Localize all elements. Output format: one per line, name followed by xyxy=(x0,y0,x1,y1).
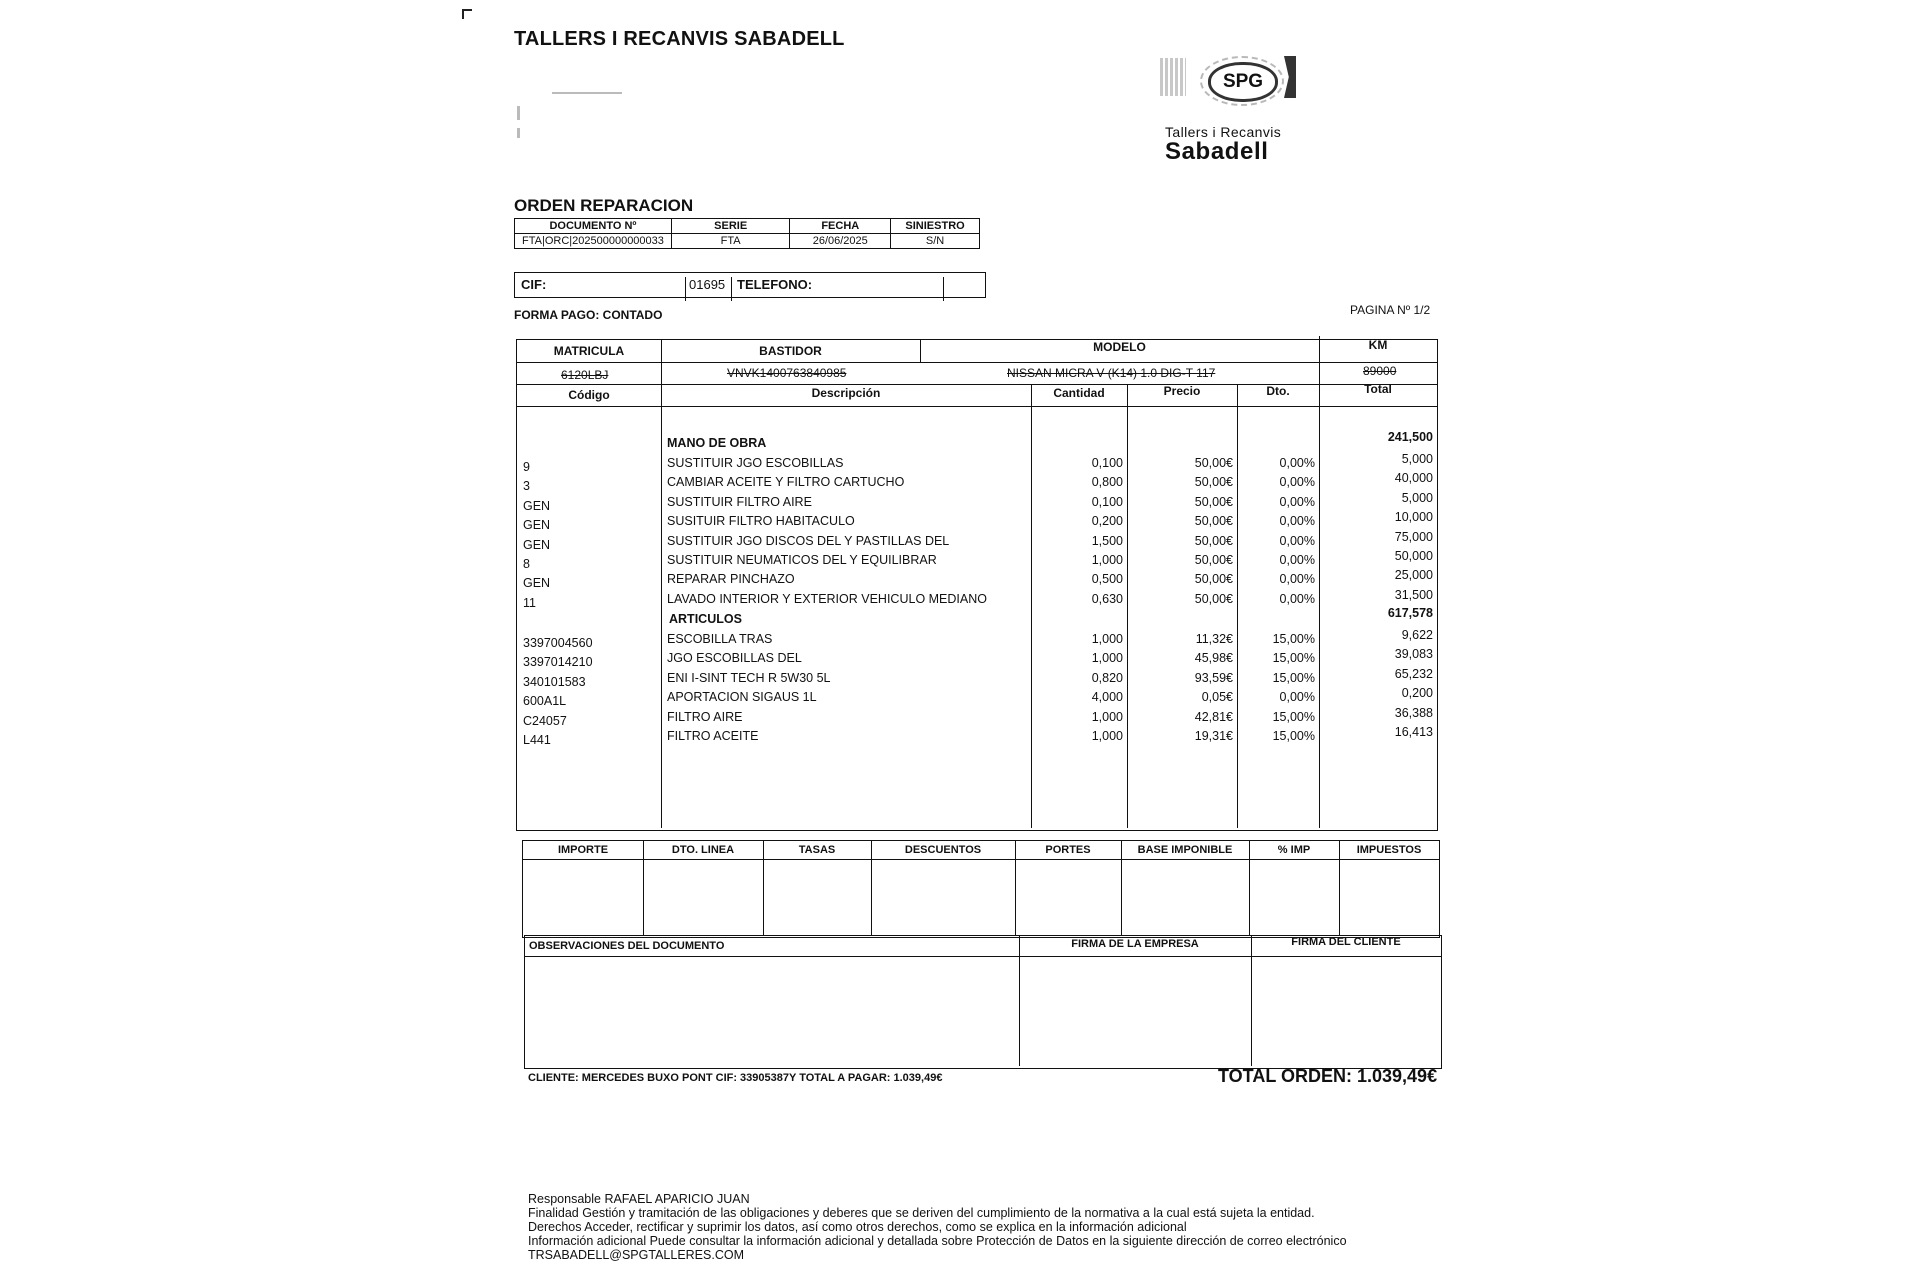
section-articulos: ARTICULOS xyxy=(669,612,742,626)
totals-header: DESCUENTOS xyxy=(904,844,982,856)
item-price: 50,00€ xyxy=(1194,514,1233,529)
section-articulos-total: 617,578 xyxy=(1387,606,1433,620)
item-description: SUSTITUIR JGO ESCOBILLAS xyxy=(667,456,844,470)
client-summary: CLIENTE: MERCEDES BUXO PONT CIF: 33905387Y TOTAL A PAGAR: 1.039,49€ xyxy=(528,1072,943,1084)
doc-header: FECHA xyxy=(790,219,891,234)
cif-divider xyxy=(685,277,686,301)
totals-header: TASAS xyxy=(798,844,836,856)
cif-divider xyxy=(731,277,732,301)
cif-value: 01695 xyxy=(689,277,726,292)
item-code: GEN xyxy=(523,518,551,533)
grid-line xyxy=(1121,841,1122,935)
totals-header: IMPORTE xyxy=(557,844,609,856)
item-quantity: 1,000 xyxy=(1091,553,1123,567)
totals-header: % IMP xyxy=(1277,844,1311,856)
cif-box xyxy=(514,272,986,298)
spg-logo xyxy=(1160,52,1310,165)
item-discount: 0,00% xyxy=(1279,533,1315,548)
logo-right-bar-icon xyxy=(1284,56,1296,98)
vehicle-header: MODELO xyxy=(1093,340,1146,354)
items-table xyxy=(516,339,1438,831)
item-code: GEN xyxy=(523,537,551,552)
item-quantity: 0,820 xyxy=(1091,670,1123,685)
item-total: 36,388 xyxy=(1394,705,1433,720)
item-description: SUSTITUIR FILTRO AIRE xyxy=(667,494,812,509)
section-mano-obra: MANO DE OBRA xyxy=(667,436,767,450)
item-description: LAVADO INTERIOR Y EXTERIOR VEHICULO MEDIANO xyxy=(667,591,987,606)
legal-line: Finalidad Gestión y tramitación de las obligaciones y deberes que se deriven del cumplimiento de la normativa a la cual está sujeta la entidad. xyxy=(528,1206,1315,1220)
grid-line xyxy=(643,841,644,935)
totals-header: IMPUESTOS xyxy=(1356,844,1422,856)
signature-table xyxy=(524,935,1442,1069)
item-total: 25,000 xyxy=(1394,568,1433,583)
item-code: C24057 xyxy=(523,713,567,728)
item-total: 9,622 xyxy=(1401,628,1433,642)
scan-corner-mark xyxy=(462,9,472,19)
item-description: JGO ESCOBILLAS DEL xyxy=(667,651,802,666)
doc-header: DOCUMENTO Nº xyxy=(515,219,672,234)
item-code: 600A1L xyxy=(523,694,567,709)
col-header-dto: Dto. xyxy=(1266,384,1290,398)
item-code: GEN xyxy=(523,498,551,513)
item-discount: 0,00% xyxy=(1279,475,1315,490)
item-description: SUSTITUIR NEUMATICOS DEL Y EQUILIBRAR xyxy=(667,553,937,567)
doc-value: FTA|ORC|202500000000033 xyxy=(515,234,672,249)
payment-method: FORMA PAGO: CONTADO xyxy=(514,308,663,322)
grid-line xyxy=(871,841,872,935)
item-total: 75,000 xyxy=(1394,529,1433,544)
item-discount: 15,00% xyxy=(1272,632,1315,646)
col-header-descripcion: Descripción xyxy=(811,386,881,400)
grid-line xyxy=(525,956,1441,957)
item-price: 50,00€ xyxy=(1194,533,1233,548)
document-info-table xyxy=(514,218,980,249)
item-total: 16,413 xyxy=(1394,725,1433,739)
grid-line xyxy=(1237,384,1238,828)
item-code: L441 xyxy=(523,733,551,747)
doc-value: S/N xyxy=(891,234,980,249)
item-discount: 15,00% xyxy=(1272,670,1315,685)
observaciones-label: OBSERVACIONES DEL DOCUMENTO xyxy=(529,940,725,952)
item-discount: 0,00% xyxy=(1279,494,1315,509)
item-price: 45,98€ xyxy=(1194,651,1233,666)
item-total: 40,000 xyxy=(1394,471,1433,486)
section-mano-obra-total: 241,500 xyxy=(1387,430,1433,444)
item-discount: 0,00% xyxy=(1279,572,1315,587)
vehicle-header: BASTIDOR xyxy=(759,344,822,358)
item-code: 340101583 xyxy=(523,674,586,689)
logo-title: Sabadell xyxy=(1165,138,1269,165)
doc-value: 26/06/2025 xyxy=(790,234,891,249)
item-code: 3 xyxy=(523,479,530,494)
logo-mark: SPG xyxy=(1208,62,1278,102)
doc-header: SERIE xyxy=(671,219,789,234)
totals-header: BASE IMPONIBLE xyxy=(1137,844,1233,856)
totals-table xyxy=(522,840,1440,938)
vehicle-value: 89000 xyxy=(1363,364,1397,378)
item-code: 11 xyxy=(523,595,536,610)
redacted-address-line xyxy=(552,92,622,94)
totals-header: DTO. LINEA xyxy=(671,844,735,856)
item-discount: 0,00% xyxy=(1279,514,1315,529)
item-code: GEN xyxy=(523,576,551,591)
item-total: 31,500 xyxy=(1394,587,1433,602)
grid-line xyxy=(1249,841,1250,935)
item-quantity: 1,500 xyxy=(1091,533,1123,548)
grid-line xyxy=(517,406,1437,407)
item-description: ENI I-SINT TECH R 5W30 5L xyxy=(667,670,831,685)
item-code: 3397014210 xyxy=(523,655,593,670)
grid-line xyxy=(1251,936,1252,1066)
item-total: 39,083 xyxy=(1394,647,1433,662)
grid-line xyxy=(1339,841,1340,935)
item-quantity: 1,000 xyxy=(1091,632,1123,646)
item-quantity: 1,000 xyxy=(1091,709,1123,724)
item-price: 50,00€ xyxy=(1194,591,1233,606)
item-description: FILTRO AIRE xyxy=(667,709,743,724)
item-quantity: 0,630 xyxy=(1091,591,1123,606)
telefono-divider xyxy=(943,277,944,301)
vehicle-header: KM xyxy=(1368,338,1388,352)
item-quantity: 0,200 xyxy=(1091,514,1123,529)
item-price: 50,00€ xyxy=(1194,475,1233,490)
item-quantity: 1,000 xyxy=(1091,651,1123,666)
telefono-label: TELEFONO: xyxy=(737,277,813,292)
item-discount: 15,00% xyxy=(1272,651,1315,666)
grid-line xyxy=(523,859,1439,860)
item-discount: 0,00% xyxy=(1279,591,1315,606)
vehicle-header: MATRICULA xyxy=(553,344,625,358)
item-price: 42,81€ xyxy=(1194,709,1233,724)
col-header-cantidad: Cantidad xyxy=(1053,386,1105,400)
item-quantity: 0,500 xyxy=(1091,572,1123,587)
col-header-total: Total xyxy=(1364,382,1392,396)
vehicle-value: NISSAN MICRA V (K14) 1.0 DIG-T 117 xyxy=(1007,366,1216,380)
item-price: 50,00€ xyxy=(1194,456,1233,470)
grid-line xyxy=(1019,936,1020,1066)
item-code: 9 xyxy=(523,460,530,474)
item-discount: 15,00% xyxy=(1272,729,1315,743)
company-name: TALLERS I RECANVIS SABADELL xyxy=(514,28,845,50)
item-quantity: 0,100 xyxy=(1091,494,1123,509)
legal-line: Información adicional Puede consultar la información adicional y detallada sobre Protección de Datos en la siguiente dirección de correo electrónico xyxy=(528,1234,1347,1248)
item-description: REPARAR PINCHAZO xyxy=(667,572,795,587)
item-price: 0,05€ xyxy=(1201,690,1233,705)
item-total: 5,000 xyxy=(1401,490,1433,505)
page-number: PAGINA Nº 1/2 xyxy=(1350,303,1431,317)
item-quantity: 0,800 xyxy=(1091,475,1123,490)
item-price: 19,31€ xyxy=(1194,729,1233,743)
legal-line: Responsable RAFAEL APARICIO JUAN xyxy=(528,1192,750,1206)
vehicle-value: VNVK1400763840985 xyxy=(727,366,847,380)
item-description: CAMBIAR ACEITE Y FILTRO CARTUCHO xyxy=(667,475,905,490)
redacted-address-mark xyxy=(517,128,520,138)
grid-line xyxy=(1031,384,1032,828)
order-total: TOTAL ORDEN: 1.039,49€ xyxy=(1218,1066,1438,1086)
totals-header: PORTES xyxy=(1045,844,1091,856)
item-quantity: 4,000 xyxy=(1091,690,1123,705)
item-description: SUSTITUIR JGO DISCOS DEL Y PASTILLAS DEL xyxy=(667,533,950,548)
doc-value: FTA xyxy=(671,234,789,249)
item-price: 11,32€ xyxy=(1195,632,1233,646)
item-description: APORTACION SIGAUS 1L xyxy=(667,690,817,705)
item-quantity: 0,100 xyxy=(1091,456,1123,470)
redacted-address-mark xyxy=(517,106,520,120)
legal-line: Derechos Acceder, rectificar y suprimir los datos, así como otros derechos, como se explica en la información adicional xyxy=(528,1220,1187,1234)
item-total: 10,000 xyxy=(1394,510,1433,525)
item-price: 50,00€ xyxy=(1194,553,1233,567)
col-header-codigo: Código xyxy=(568,388,610,402)
vehicle-value: 6120LBJ xyxy=(561,368,609,382)
item-price: 50,00€ xyxy=(1194,572,1233,587)
item-discount: 0,00% xyxy=(1279,690,1315,705)
item-discount: 0,00% xyxy=(1279,456,1315,470)
legal-line: TRSABADELL@SPGTALLERES.COM xyxy=(528,1248,744,1262)
firma-cliente-label: FIRMA DEL CLIENTE xyxy=(1291,936,1401,948)
grid-line xyxy=(661,340,662,828)
item-code: 3397004560 xyxy=(523,636,593,650)
order-title: ORDEN REPARACION xyxy=(514,196,694,215)
item-code: 8 xyxy=(523,557,530,571)
item-total: 65,232 xyxy=(1394,666,1433,681)
logo-subtitle: Tallers i Recanvis xyxy=(1165,124,1282,140)
col-header-precio: Precio xyxy=(1163,384,1201,398)
grid-line xyxy=(1127,384,1128,828)
grid-line xyxy=(517,362,1437,363)
item-price: 93,59€ xyxy=(1194,670,1233,685)
item-description: ESCOBILLA TRAS xyxy=(667,632,773,646)
doc-header: SINIESTRO xyxy=(891,219,980,234)
item-price: 50,00€ xyxy=(1194,494,1233,509)
item-description: FILTRO ACEITE xyxy=(667,729,759,743)
grid-line xyxy=(1015,841,1016,935)
item-discount: 15,00% xyxy=(1272,709,1315,724)
item-description: SUSITUIR FILTRO HABITACULO xyxy=(667,514,855,529)
item-total: 5,000 xyxy=(1401,452,1433,466)
item-total: 0,200 xyxy=(1401,686,1433,701)
grid-line xyxy=(763,841,764,935)
item-total: 50,000 xyxy=(1394,549,1433,563)
firma-empresa-label: FIRMA DE LA EMPRESA xyxy=(1071,938,1199,950)
item-quantity: 1,000 xyxy=(1091,729,1123,743)
cif-label: CIF: xyxy=(521,277,547,292)
item-discount: 0,00% xyxy=(1279,553,1315,567)
logo-left-bar-icon xyxy=(1160,58,1186,96)
